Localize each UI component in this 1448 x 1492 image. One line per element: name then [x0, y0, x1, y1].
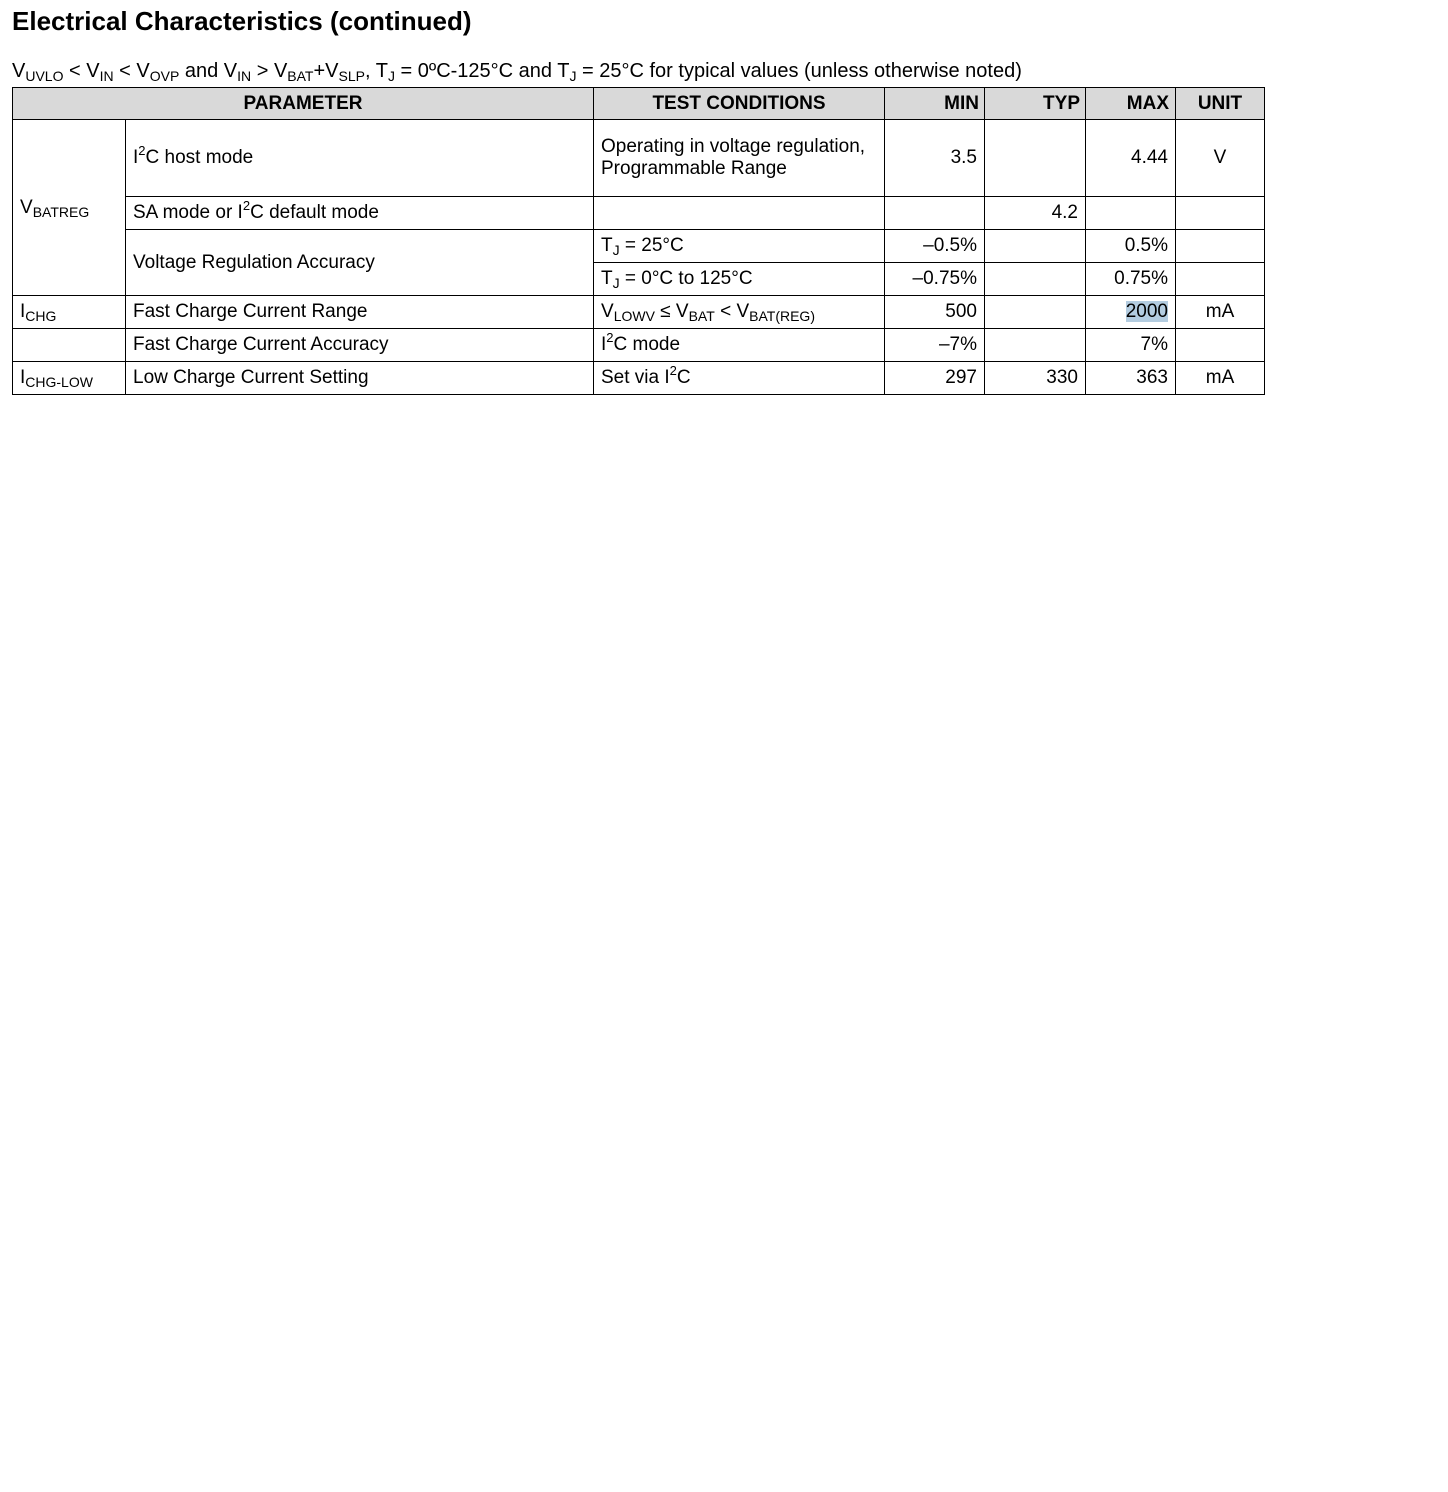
condition-fast-charge-range: $V_{LOWV} \le V_{BAT} < V_{BAT(REG)}$	[594, 296, 885, 329]
parameter-host-mode: $I^2C$ host mode	[126, 120, 594, 197]
max-sa-mode	[1086, 197, 1176, 230]
condition-tj-range: $T_J = 0^\circ C$ to 125°C	[594, 263, 885, 296]
typ-fast-charge-accuracy	[985, 329, 1086, 362]
header-unit: UNIT	[1176, 88, 1265, 120]
header-max: MAX	[1086, 88, 1176, 120]
header-min: MIN	[885, 88, 985, 120]
typ-sa-mode: 4.2	[985, 197, 1086, 230]
section-title: Electrical Characteristics (continued)	[12, 6, 472, 36]
min-host-mode: 3.5	[885, 120, 985, 197]
unit-tj-range	[1176, 263, 1265, 296]
condition-fast-charge-accuracy: $I^2C$ mode	[594, 329, 885, 362]
max-low-charge-current: 363	[1086, 362, 1176, 395]
symbol-vbatreg: $V_{BATREG}$	[13, 120, 126, 296]
table-row	[13, 296, 1265, 329]
unit-host-mode: V	[1176, 120, 1265, 197]
min-fast-charge-accuracy: –7%	[885, 329, 985, 362]
table-row	[13, 362, 1265, 395]
unit-low-charge-current: mA	[1176, 362, 1265, 395]
max-tj-25: 0.5%	[1086, 230, 1176, 263]
typ-tj-25	[985, 230, 1086, 263]
min-low-charge-current: 297	[885, 362, 985, 395]
symbol-empty	[13, 329, 126, 362]
parameter-fast-charge-accuracy: Fast Charge Current Accuracy	[126, 329, 594, 362]
header-typ: TYP	[985, 88, 1086, 120]
test-conditions-note: $V_{UVLO} < V_{IN} < V_{OVP}$ and $V_{IN} > V_{BAT}+V_{SLP}$, $T_J$ = 0ºC-125°C and $T_J = 25^\circ C$ for typical values (unless otherwise noted)	[12, 60, 1022, 84]
typ-low-charge-current: 330	[985, 362, 1086, 395]
parameter-low-charge-current: Low Charge Current Setting	[126, 362, 594, 395]
unit-fast-charge-range: mA	[1176, 296, 1265, 329]
typ-tj-range	[985, 263, 1086, 296]
symbol-ichg-low: $I_{CHG-LOW}$	[13, 362, 126, 395]
min-fast-charge-range: 500	[885, 296, 985, 329]
table-row	[13, 197, 1265, 230]
unit-fast-charge-accuracy	[1176, 329, 1265, 362]
table-header-row	[13, 88, 1265, 120]
header-test-conditions: TEST CONDITIONS	[594, 88, 885, 120]
selected-text-highlight[interactable]: 2000	[1125, 301, 1168, 322]
typ-fast-charge-range	[985, 296, 1086, 329]
max-fast-charge-accuracy: 7%	[1086, 329, 1176, 362]
condition-sa-mode	[594, 197, 885, 230]
condition-low-charge-current: Set via $I^2C$	[594, 362, 885, 395]
parameter-voltage-accuracy: Voltage Regulation Accuracy	[126, 230, 594, 296]
max-host-mode: 4.44	[1086, 120, 1176, 197]
condition-tj-25: $T_J = 25^\circ C$	[594, 230, 885, 263]
typ-host-mode	[985, 120, 1086, 197]
min-tj-25: –0.5%	[885, 230, 985, 263]
table-row	[13, 329, 1265, 362]
condition-host-mode: Operating in voltage regulation, Programmable Range	[594, 120, 885, 197]
table-row	[13, 120, 1265, 197]
electrical-characteristics-table	[12, 87, 1265, 395]
min-sa-mode	[885, 197, 985, 230]
symbol-ichg: $I_{CHG}$	[13, 296, 126, 329]
unit-tj-25	[1176, 230, 1265, 263]
parameter-fast-charge-range: Fast Charge Current Range	[126, 296, 594, 329]
unit-sa-mode	[1176, 197, 1265, 230]
max-tj-range: 0.75%	[1086, 263, 1176, 296]
parameter-sa-mode: SA mode or $I^2C$ default mode	[126, 197, 594, 230]
min-tj-range: –0.75%	[885, 263, 985, 296]
table-row	[13, 230, 1265, 263]
max-fast-charge-range[interactable]	[1086, 296, 1176, 329]
header-parameter: PARAMETER	[13, 88, 594, 120]
